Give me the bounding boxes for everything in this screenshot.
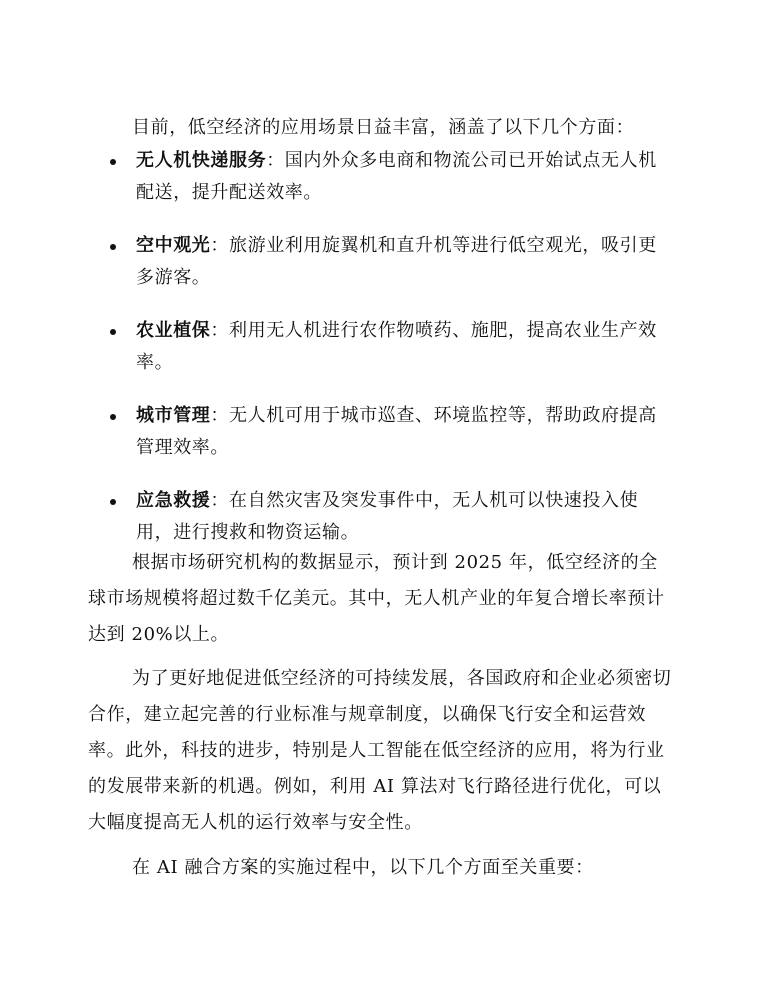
application-list bbox=[88, 145, 673, 570]
intro-paragraph: 目前，低空经济的应用场景日益丰富，涵盖了以下几个方面： bbox=[132, 117, 635, 138]
cooperation-paragraph: 为了更好地促进低空经济的可持续发展，各国政府和企业必须密切合作，建立起完善的行业标准与规章制度，以确保飞行安全和运营效率。此外，科技的进步，特别是人工智能在低空经济的应用，将为行业的发展带来新的机遇。例如，利用 AI 算法对飞行路径进行优化，可以大幅度提高无人机的运行效率与安全性。 bbox=[88, 668, 672, 833]
bullet-icon bbox=[110, 329, 116, 335]
bullet-icon bbox=[110, 159, 116, 165]
list-item-text: ：国内外众多电商和物流公司已开始试点无人机配送，提升配送效率。 bbox=[136, 150, 657, 203]
list-item-title: 城市管理 bbox=[136, 405, 211, 426]
bullet-icon bbox=[110, 499, 116, 505]
ai-integration-paragraph: 在 AI 融合方案的实施过程中，以下几个方面至关重要： bbox=[132, 857, 594, 878]
list-item-title: 无人机快递服务 bbox=[136, 150, 267, 171]
list-item bbox=[88, 315, 673, 379]
bullet-icon bbox=[110, 414, 116, 420]
list-item-text: ：利用无人机进行农作物喷药、施肥，提高农业生产效率。 bbox=[136, 320, 657, 373]
list-item-title: 应急救援 bbox=[136, 490, 211, 511]
list-item-title: 农业植保 bbox=[136, 320, 211, 341]
list-item-title: 空中观光 bbox=[136, 235, 211, 256]
list-item bbox=[88, 485, 673, 549]
list-item-text: ：无人机可用于城市巡查、环境监控等，帮助政府提高管理效率。 bbox=[136, 405, 657, 458]
list-item-text: ：在自然灾害及突发事件中，无人机可以快速投入使用，进行搜救和物资运输。 bbox=[136, 490, 639, 543]
market-paragraph: 根据市场研究机构的数据显示，预计到 2025 年，低空经济的全球市场规模将超过数千亿美元。其中，无人机产业的年复合增长率预计达到 20%以上。 bbox=[88, 552, 665, 645]
list-item bbox=[88, 400, 673, 464]
list-item-text: ：旅游业利用旋翼机和直升机等进行低空观光，吸引更多游客。 bbox=[136, 235, 657, 288]
bullet-icon bbox=[110, 244, 116, 250]
list-item bbox=[88, 145, 673, 209]
list-item bbox=[88, 230, 673, 294]
